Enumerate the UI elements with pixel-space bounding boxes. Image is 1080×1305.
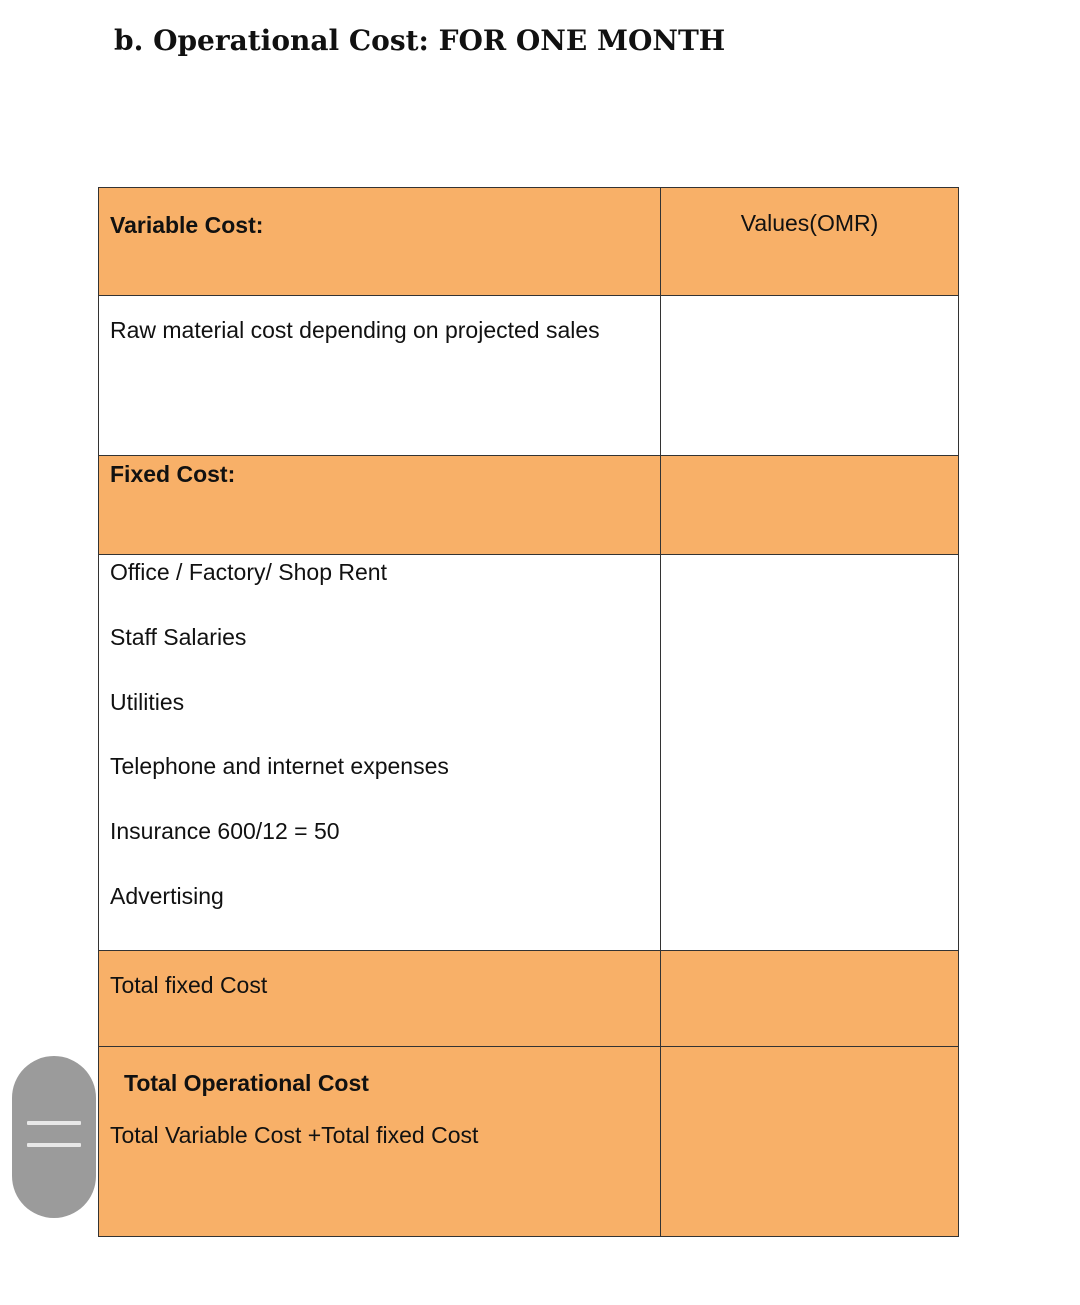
fixed-cost-items-row — [99, 555, 959, 951]
drag-handle-icon — [27, 1143, 81, 1147]
values-heading: Values(OMR) — [740, 210, 879, 236]
drag-handle-icon — [27, 1121, 81, 1125]
list-item: Insurance 600/12 = 50 — [110, 818, 340, 845]
table-header-row — [99, 188, 959, 296]
table-row — [99, 296, 959, 456]
total-fixed-row — [99, 950, 959, 1046]
fixed-cost-items-value-cell[interactable] — [661, 555, 959, 951]
list-item: Office / Factory/ Shop Rent — [110, 559, 387, 585]
total-fixed-label-cell — [99, 950, 661, 1046]
total-operational-label-cell — [99, 1046, 661, 1236]
variable-cost-heading: Variable Cost: — [110, 212, 264, 238]
fixed-cost-list — [99, 555, 660, 950]
list-item: Staff Salaries — [110, 623, 247, 650]
total-fixed-value-cell[interactable] — [661, 950, 959, 1046]
fixed-cost-heading: Fixed Cost: — [110, 461, 236, 487]
fixed-cost-header-cell — [99, 456, 661, 555]
raw-material-value-cell[interactable] — [661, 296, 959, 456]
fixed-cost-value-cell[interactable] — [661, 456, 959, 555]
total-fixed-label: Total fixed Cost — [110, 971, 268, 998]
page-title: b. Operational Cost: FOR ONE MONTH — [114, 24, 726, 57]
raw-material-label: Raw material cost depending on projected sales — [110, 317, 600, 343]
list-item: Telephone and internet expenses — [110, 753, 449, 780]
total-operational-title: Total Operational Cost — [124, 1069, 369, 1096]
fixed-cost-header-row — [99, 456, 959, 555]
fixed-cost-items-cell — [99, 555, 661, 951]
list-item: Advertising — [110, 882, 224, 909]
total-operational-formula: Total Variable Cost +Total fixed Cost — [110, 1122, 479, 1149]
total-operational-row — [99, 1046, 959, 1236]
total-operational-value-cell[interactable] — [661, 1046, 959, 1236]
scroll-handle[interactable] — [12, 1056, 96, 1218]
raw-material-label-cell — [99, 296, 661, 456]
list-item: Utilities — [110, 688, 185, 715]
operational-cost-table — [98, 187, 959, 1237]
variable-cost-header-cell — [99, 188, 661, 296]
values-header-cell — [661, 188, 959, 296]
